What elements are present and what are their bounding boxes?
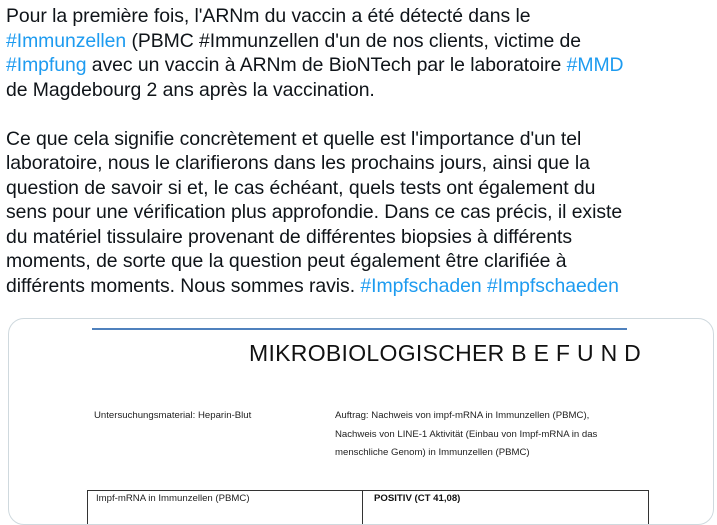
tweet-line <box>6 225 717 250</box>
hashtag-link-impfschaeden[interactable]: #Impfschaeden <box>486 274 619 297</box>
tweet-text-segment: sens pour une vérification plus approfondie. Dans ce cas précis, il existe <box>6 201 623 223</box>
tweet-line <box>6 176 717 201</box>
result-label-cell: Impf-mRNA in Immunzellen (PBMC) <box>96 493 250 504</box>
tweet-text-segment: de Magdebourg 2 ans après la vaccination. <box>6 78 375 101</box>
tweet-text-segment: Pour la première fois, l'ARNm du vaccin a été détecté dans le <box>6 5 531 27</box>
tweet-text-segment: du matériel tissulaire provenant de différentes biopsies à différents <box>6 225 573 248</box>
hashtag-link-mmd[interactable]: #MMD <box>566 54 624 76</box>
tweet-text-segment: Ce que cela signifie concrètement et quelle est l'importance d'un tel <box>6 127 582 150</box>
hashtag-link-impfschaden[interactable]: #Impfschaden <box>360 274 482 297</box>
hashtag-link-impfung[interactable]: #Impfung <box>6 54 87 76</box>
tweet-line <box>6 151 717 176</box>
result-table <box>87 490 649 525</box>
tweet-text <box>6 4 717 298</box>
order-line: menschliche Genom) in Immunzellen (PBMC) <box>335 447 530 458</box>
order-description <box>335 407 597 463</box>
tweet-line <box>6 274 717 299</box>
attached-image[interactable] <box>8 318 714 525</box>
lab-report-document <box>9 319 713 524</box>
tweet-text-segment: laboratoire, nous le clarifierons dans les prochains jours, ainsi que la <box>6 152 590 174</box>
document-title: MIKROBIOLOGISCHER B E F U N D <box>249 340 642 366</box>
order-line: Nachweis von LINE-1 Aktivität (Einbau von Impf-mRNA in das <box>335 428 598 440</box>
tweet-line <box>6 53 717 78</box>
tweet-line <box>6 200 717 225</box>
tweet-text-segment: moments, de sorte que la question peut également être clarifiée à <box>6 250 567 272</box>
tweet-text-segment: question de savoir si et, le cas échéant, quels tests ont également du <box>6 176 596 199</box>
tweet-line <box>6 127 717 152</box>
tweet-line <box>6 29 717 54</box>
sample-material-label: Untersuchungsmaterial: Heparin-Blut <box>94 410 252 421</box>
tweet-line <box>6 4 717 29</box>
hashtag-link-immunzellen[interactable]: #Immunzellen <box>6 29 127 52</box>
tweet-line <box>6 78 717 103</box>
tweet-text-segment: avec un vaccin à ARNm de BioNTech par le laboratoire <box>86 54 567 76</box>
tweet-line <box>6 249 717 274</box>
paragraph-spacer <box>6 102 717 127</box>
tweet-text-segment: différents moments. Nous sommes ravis. <box>6 274 361 297</box>
tweet-text-segment: (PBMC #Immunzellen d'un de nos clients, victime de <box>126 29 581 52</box>
order-line: Auftrag: Nachweis von impf-mRNA in Immunzellen (PBMC), <box>335 410 590 421</box>
header-rule <box>92 328 627 330</box>
table-divider <box>362 491 363 525</box>
result-value-cell: POSITIV (CT 41,08) <box>374 493 461 504</box>
